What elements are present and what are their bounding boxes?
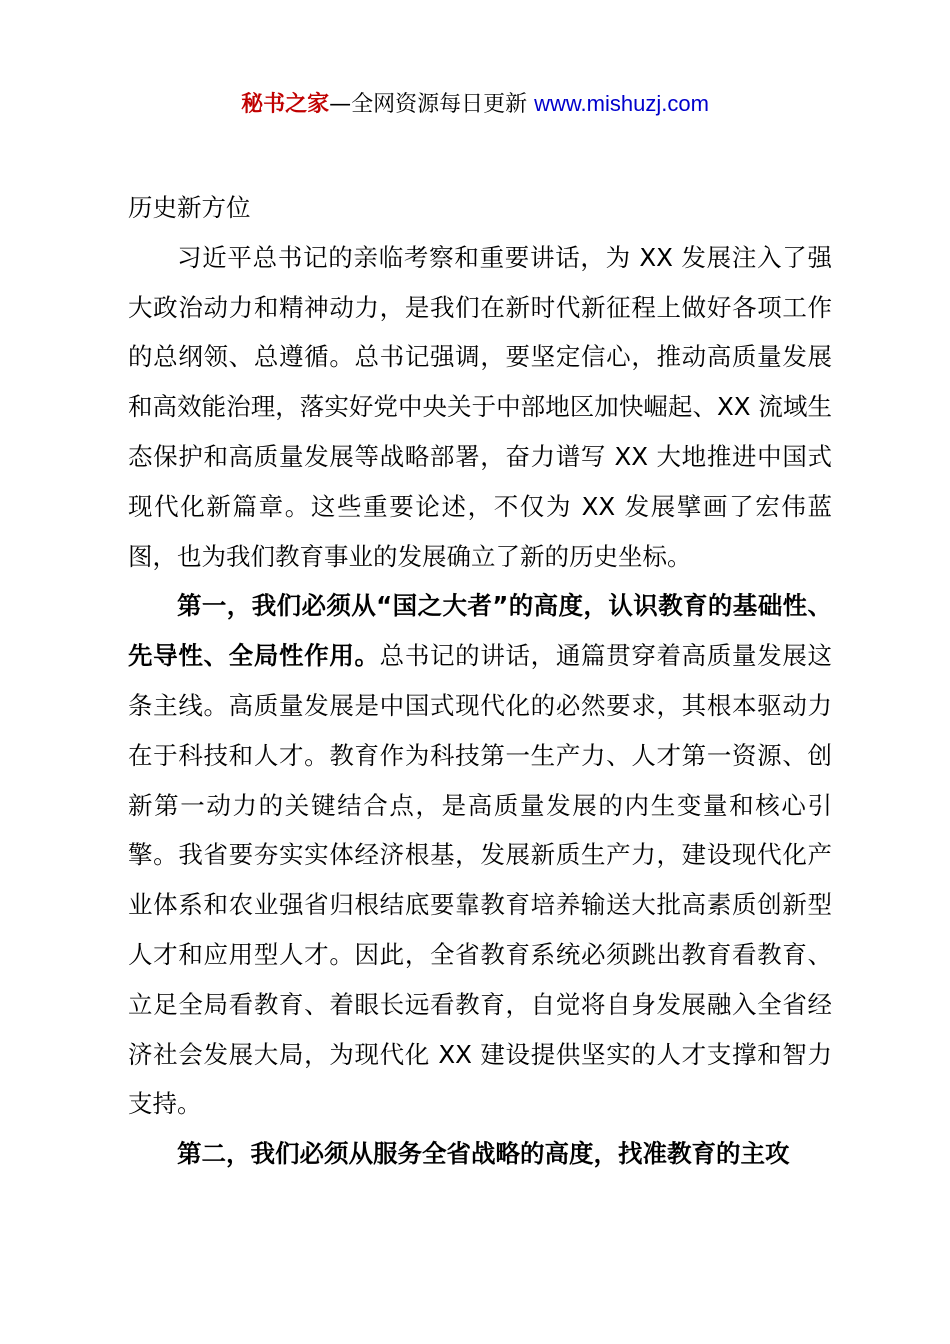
site-slogan: —全网资源每日更新 [329,92,528,117]
document-body [128,183,832,1179]
second-point-heading: 第二，我们必须从服务全省战略的高度，找准教育的主攻 [177,1139,790,1169]
site-header [0,88,950,121]
paragraph-intro: 习近平总书记的亲临考察和重要讲话，为 XX 发展注入了强大政治动力和精神动力，是我们在新时代新征程上做好各项工作的总纲领、总遵循。总书记强调，要坚定信心，推动高质量发展和高效能治理，落实好党中央关于中部地区加快崛起、XX 流域生态保护和高质量发展等战略部署，奋力谱写 XX 大地推进中国式现代化新篇章。这些重要论述，不仅为 XX 发展擘画了宏伟蓝图，也为我们教育事业的发展确立了新的历史坐标。 [128,242,832,571]
paragraph-continuation: 历史新方位 [128,193,251,222]
site-brand: 秘书之家 [241,92,330,117]
paragraph-first-point [128,581,832,1129]
first-point-body: 总书记的讲话，通篇贯穿着高质量发展这条主线。高质量发展是中国式现代化的必然要求，其根本驱动力在于科技和人才。教育作为科技第一生产力、人才第一资源、创新第一动力的关键结合点，是高质量发展的内生变量和核心引擎。我省要夯实实体经济根基，发展新质生产力，建设现代化产业体系和农业强省归根结底要靠教育培养输送大批高素质创新型人才和应用型人才。因此，全省教育系统必须跳出教育看教育、立足全局看教育、着眼长远看教育，自觉将自身发展融入全省经济社会发展大局，为现代化 XX 建设提供坚实的人才支撑和智力支持。 [128,641,833,1119]
site-url-link[interactable]: www.mishuzj.com [534,91,709,116]
paragraph-second-point [128,1129,832,1179]
first-point-heading: 第一，我们必须从“国之大者”的高度，认识教育的基础性、先导性、全局性作用。 [128,591,832,671]
